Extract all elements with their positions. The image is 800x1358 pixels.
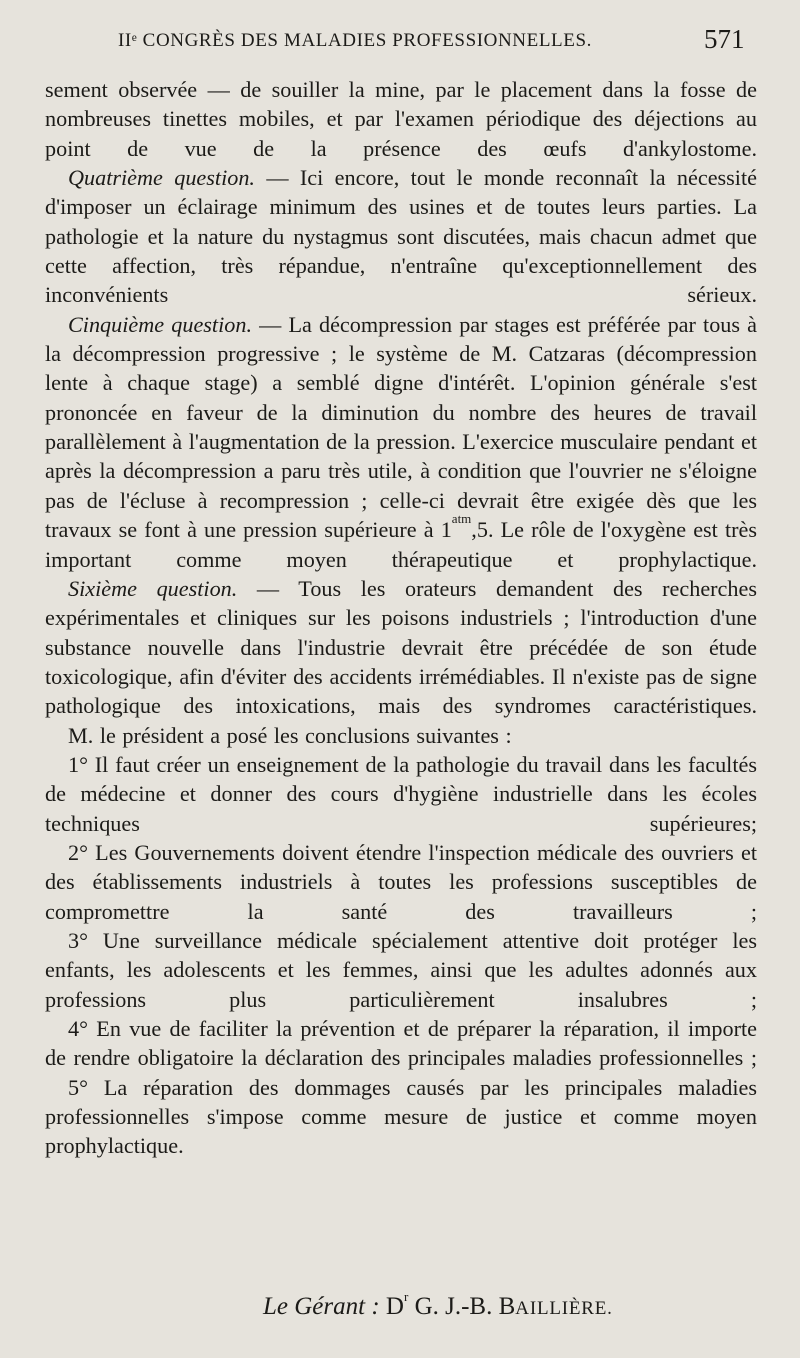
signature-line: [263, 1289, 613, 1321]
running-title: IIᵉ CONGRÈS DES MALADIES PROFESSIONNELLES.: [118, 30, 592, 51]
paragraph-question-4: Quatrième question. — Ici encore, tout le monde reconnaît la nécessité d'imposer un éclairage minimum des usines et de toutes leurs parties. La pathologie et la nature du nystagmus sont discutées, mais chacun admet que cette affection, très répandue, n'entraîne qu'exceptionnellement des inconvénients sérieux.: [45, 165, 757, 308]
signature-label: Le Gérant :: [263, 1293, 380, 1320]
page-number: 571: [704, 24, 745, 54]
paragraph-continuation: sement observée — de souiller la mine, par le placement dans la fosse de nombreuses tinettes mobiles, et par l'examen périodique des déjections au point de vue de la présence des œufs d'ankylostome.: [45, 77, 757, 161]
signature-initials: G. J.-B.: [414, 1293, 493, 1320]
conclusion-5: 5° La réparation des dommages causés par les principales maladies professionnelles s'impose comme mesure de justice et comme moyen prophylactique.: [45, 1074, 757, 1159]
signature-surname: BAILLIÈRE.: [498, 1293, 613, 1320]
paragraph-question-6: Sixième question. — Tous les orateurs demandent des recherches expérimentales et cliniques sur les poisons industriels ; l'introduction d'une substance nouvelle dans l'industrie devrait être précédée de son étude toxicologique, afin d'éviter des accidents irrémédiables. Il n'existe pas de signe pathologique des intoxications, mais des syndromes caractéristiques.: [45, 575, 757, 719]
conclusion-2: 2° Les Gouvernements doivent étendre l'inspection médicale des ouvriers et des établissements industriels à toutes les professions susceptibles de compromettre la santé des travailleurs ;: [45, 839, 757, 924]
question-label: Cinquième question.: [68, 311, 252, 337]
conclusion-3: 3° Une surveillance médicale spécialement attentive doit protéger les enfants, les adolescents et les femmes, ainsi que les adultes adonnés aux professions plus particulièrement insalubres ;: [45, 927, 757, 1012]
paragraph-question-5: Cinquième question. — La décompression par stages est préférée par tous à la décompression progressive ; le système de M. Catzaras (décompression lente à chaque stage) a semblé digne d'intérêt. L'opinion générale s'est prononcée en faveur de la diminution du nombre des heures de travail parallèlement à l'augmentation de la pression. L'exercice musculaire pendant et après la décompression a paru très utile, à condition que l'ouvrier ne s'éloigne pas de l'écluse à recompression ; celle-ci devrait être exigée dès que les travaux se font à une pression supérieure à $1^{atm},5$. Le rôle de l'oxygène est très important comme moyen thérapeutique et prophylactique.: [45, 311, 757, 572]
page-header: [0, 24, 800, 66]
superscript-atm: atm: [451, 511, 472, 527]
body-text: [45, 75, 757, 1161]
conclusion-4: 4° En vue de faciliter la prévention et de préparer la réparation, il importe de rendre obligatoire la déclaration des principales maladies professionnelles ;: [45, 1016, 757, 1071]
signature-title: $D^r$: [385, 1289, 409, 1320]
question-label: Sixième question.: [68, 575, 238, 601]
conclusion-1: 1° Il faut créer un enseignement de la pathologie du travail dans les facultés de médecine et donner des cours d'hygiène industrielle dans les écoles techniques supérieures;: [45, 751, 757, 836]
paragraph-conclusions-intro: M. le président a posé les conclusions suivantes :: [68, 722, 512, 748]
question-label: Quatrième question.: [68, 165, 255, 191]
